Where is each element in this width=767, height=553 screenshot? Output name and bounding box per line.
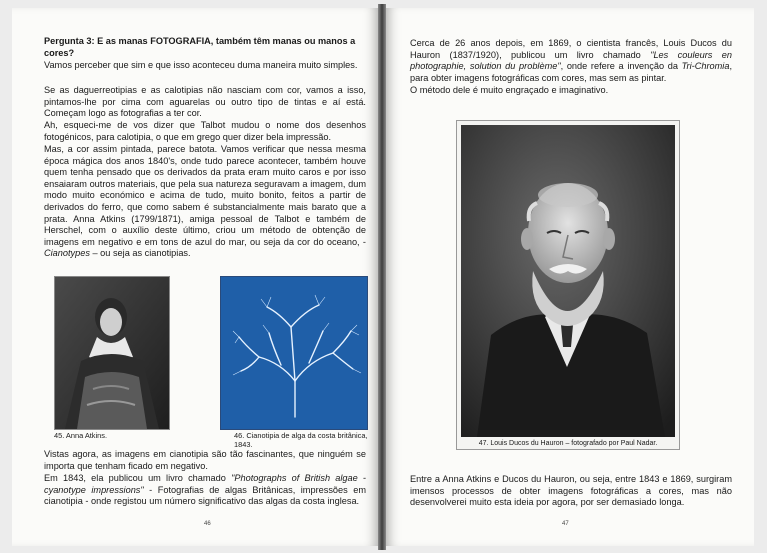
paragraph: Cerca de 26 anos depois, em 1869, o cientista francês, Louis Ducos du Hauron (1837/1920), publicou um livro chamado "Les couleurs en photographie, solution du problème", onde refere a invenção da Tri-Chromia, para obter imagens fotográficas com cores, mas sem as pintar. (410, 38, 732, 83)
paragraph: Entre a Anna Atkins e Ducos du Hauron, ou seja, entre 1843 e 1869, surgiram imensos processos de obter imagens fotográficas a cores, mas não desenvolverei muito esta ideia por agora, por ser demasiado longa. (410, 474, 732, 508)
portrait-image (457, 121, 679, 449)
right-page (386, 8, 754, 546)
paragraph: Vistas agora, as imagens em cianotipia são tão fascinantes, que ninguém se importa que tenham ficado em negativo. (44, 449, 366, 471)
paragraph: Mas, a cor assim pintada, parece batota. Vamos verificar que nessa mesma época mágica dos anos 1840's, onde tudo parece acontecer, também houve quem tenha pensado que os derivados da prata eram muito caros e por isso ensaiaram outros materiais, que pela sua natureza seguravam a imagem, dum modo muito económico e acima de tudo, muito bonito, feitos a partir de derivados do ferro, que como sabem é substancialmente mais barato que a prata. Anna Atkins (1799/1871), amiga pessoal de Talbot e também de Herschel, com o auxílio deste último, criou um método de obtenção de imagens em negativo e em tons de azul do mar, ou seja da cor do oceano, - Cianotypes – ou seja as cianotipias. (44, 144, 366, 259)
hauron-photo-frame (456, 120, 680, 450)
question-heading: Pergunta 3: E as manas FOTOGRAFIA, também têm manas ou manos a cores? (44, 36, 356, 58)
page-number: 46 (204, 521, 211, 527)
caption-47: 47. Louis Ducos du Hauron – fotografado por Paul Nadar. (478, 440, 658, 447)
left-page (12, 8, 378, 546)
paragraph: O método dele é muito engraçado e imaginativo. (410, 85, 609, 95)
caption-45: 45. Anna Atkins. (54, 431, 108, 440)
cyanotype-photo (220, 276, 368, 430)
book-spine (378, 4, 386, 550)
paragraph: Vamos perceber que sim e que isso aconteceu duma maneira muito simples. (44, 60, 358, 70)
algae-image (221, 277, 367, 429)
paragraph: Em 1843, ela publicou um livro chamado "Photographs of British algae - cyanotype impressions" - Fotografias de algas Britânicas, impressões em cianotipia - onde registou um número significativo das algas da costa inglesa. (44, 473, 367, 507)
page-number: 47 (562, 521, 569, 527)
portrait-image (55, 277, 169, 429)
caption-46: 46. Cianotipia de alga da costa britânica, 1843. (234, 431, 368, 449)
paragraph: Ah, esqueci-me de vos dizer que Talbot mudou o nome dos desenhos fotogénicos, para calotipia, o que em grego quer dizer bela impressão. (44, 120, 366, 142)
paragraph: Se as daguerreotipias e as calotipias não nasciam com cor, vamos a isso, pintamos-lhe por cima com aguarelas ou outro tipo de tintas e aí está. Começam logo as fotografias a ter cor. (44, 85, 366, 119)
anna-atkins-photo (54, 276, 170, 430)
